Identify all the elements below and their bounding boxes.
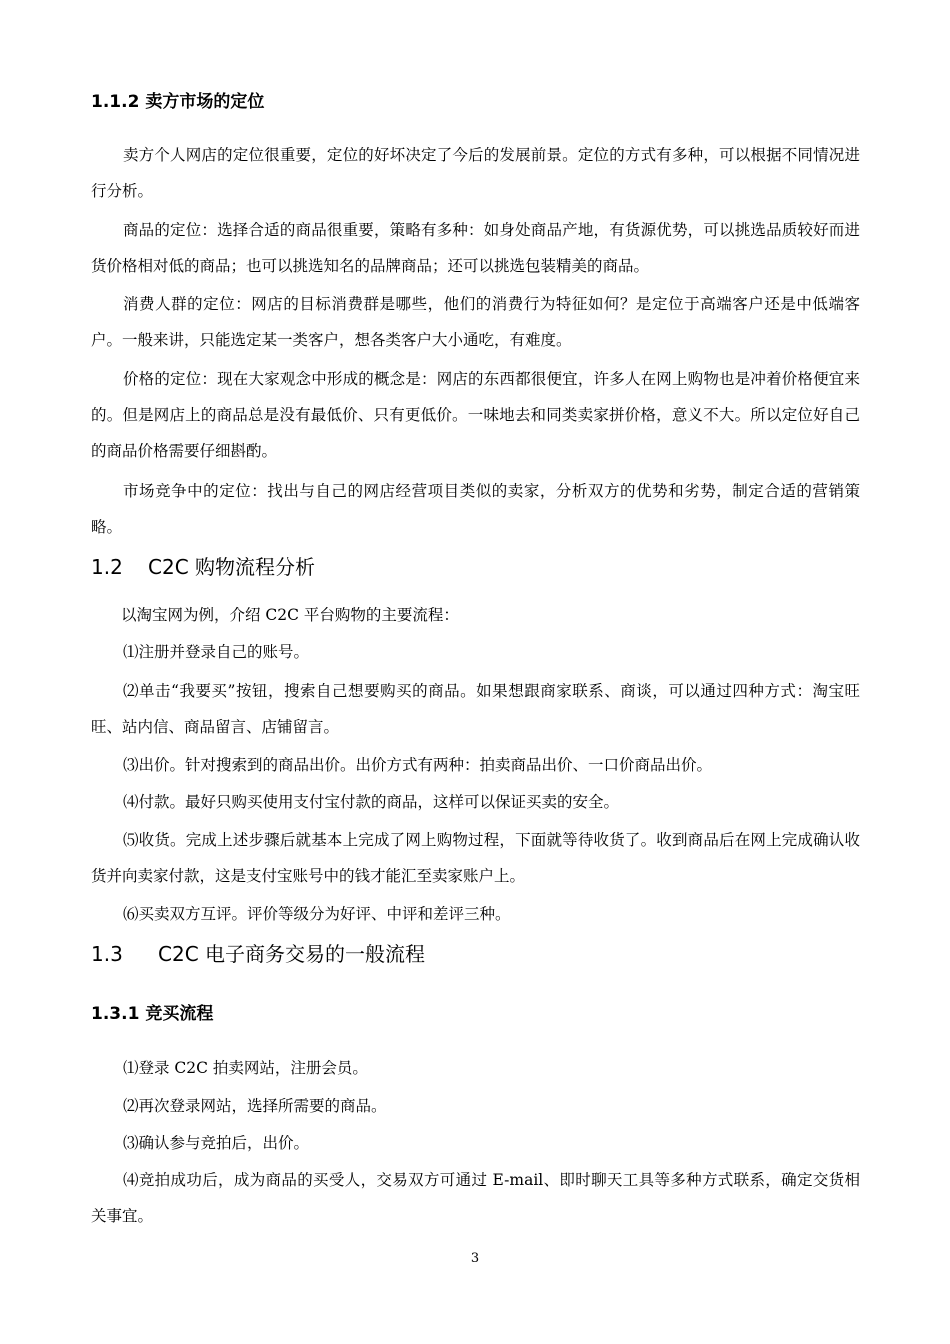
bidding-step-4: ⑷竞拍成功后，成为商品的买受人，交易双方可通过 E-mail、即时聊天工具等多种方式联系，确定交货相关事宜。 <box>91 1171 860 1225</box>
bidding-step-2: ⑵再次登录网站，选择所需要的商品。 <box>123 1097 387 1115</box>
section-number: 1.2 <box>91 555 123 579</box>
section-heading-1-2 <box>91 553 315 581</box>
shopping-process-intro: 以淘宝网为例，介绍 C2C 平台购物的主要流程： <box>121 606 459 624</box>
page-number: 3 <box>470 1251 480 1266</box>
bidding-step-3: ⑶确认参与竞拍后，出价。 <box>123 1134 310 1152</box>
shopping-step-1: ⑴注册并登录自己的账号。 <box>123 643 310 661</box>
paragraph-product-positioning: 商品的定位：选择合适的商品很重要，策略有多种：如身处商品产地，有货源优势，可以挑选品质较好而进货价格相对低的商品；也可以挑选知名的品牌商品；还可以挑选包装精美的商品。 <box>91 221 860 275</box>
paragraph-competition-positioning: 市场竞争中的定位：找出与自己的网店经营项目类似的卖家，分析双方的优势和劣势，制定合适的营销策略。 <box>91 482 860 536</box>
section-number: 1.3 <box>91 942 123 966</box>
shopping-step-6: ⑹买卖双方互评。评价等级分为好评、中评和差评三种。 <box>123 905 511 923</box>
paragraph-consumer-positioning: 消费人群的定位：网店的目标消费群是哪些，他们的消费行为特征如何？是定位于高端客户还是中低端客户。一般来讲，只能选定某一类客户，想各类客户大小通吃，有难度。 <box>91 295 860 349</box>
section-title: C2C 购物流程分析 <box>148 555 316 579</box>
paragraph-seller-positioning: 卖方个人网店的定位很重要，定位的好坏决定了今后的发展前景。定位的方式有多种，可以根据不同情况进行分析。 <box>91 146 860 200</box>
shopping-step-5: ⑸收货。完成上述步骤后就基本上完成了网上购物过程，下面就等待收货了。收到商品后在网上完成确认收货并向卖家付款，这是支付宝账号中的钱才能汇至卖家账户上。 <box>91 831 860 885</box>
section-heading-1-3 <box>91 940 425 968</box>
section-heading-1-1-2: 1.1.2 卖方市场的定位 <box>91 92 265 112</box>
shopping-step-4: ⑷付款。最好只购买使用支付宝付款的商品，这样可以保证买卖的安全。 <box>123 793 620 811</box>
section-title: C2C 电子商务交易的一般流程 <box>158 942 426 966</box>
section-heading-1-3-1: 1.3.1 竞买流程 <box>91 1004 214 1024</box>
shopping-step-3: ⑶出价。针对搜索到的商品出价。出价方式有两种：拍卖商品出价、一口价商品出价。 <box>123 756 713 774</box>
paragraph-price-positioning: 价格的定位：现在大家观念中形成的概念是：网店的东西都很便宜，许多人在网上购物也是冲着价格便宜来的。但是网店上的商品总是没有最低价、只有更低价。一味地去和同类卖家拼价格，意义不大。所以定位好自己的商品价格需要仔细斟酌。 <box>91 370 860 460</box>
bidding-step-1: ⑴登录 C2C 拍卖网站，注册会员。 <box>123 1059 368 1077</box>
shopping-step-2: ⑵单击“我要买”按钮，搜索自己想要购买的商品。如果想跟商家联系、商谈，可以通过四种方式：淘宝旺旺、站内信、商品留言、店铺留言。 <box>91 682 860 736</box>
